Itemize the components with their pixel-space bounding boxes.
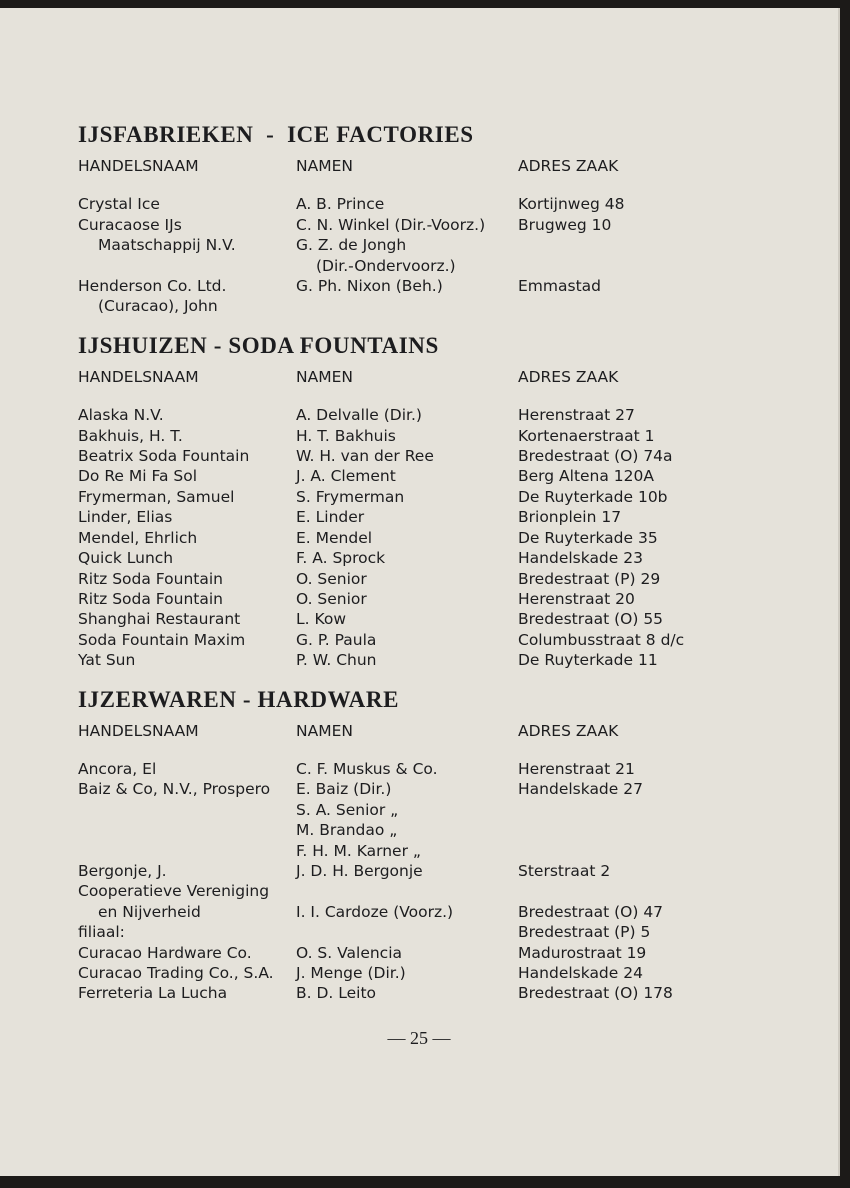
table-row bbox=[78, 507, 718, 527]
person-name: G. Z. de Jongh bbox=[296, 236, 407, 255]
section-title-soda-fountains: IJSHUIZEN - SODA FOUNTAINS bbox=[78, 332, 439, 358]
business-address: Kortenaerstraat 1 bbox=[518, 426, 655, 445]
business-address: Handelskade 23 bbox=[518, 549, 643, 568]
table-row bbox=[78, 256, 718, 276]
business-name: Ferreteria La Lucha bbox=[78, 984, 228, 1003]
table-row bbox=[78, 296, 718, 316]
business-name: Shanghai Restaurant bbox=[78, 610, 241, 629]
table-row bbox=[78, 779, 718, 799]
person-name: E. Baiz (Dir.) bbox=[296, 780, 392, 799]
business-name: en Nijverheid bbox=[98, 902, 201, 921]
header-adres-zaak: ADRES ZAAK bbox=[518, 367, 619, 386]
business-name: Cooperatieve Vereniging bbox=[78, 882, 270, 901]
table-row bbox=[78, 861, 718, 881]
section-title-ice-factories: IJSFABRIEKEN - ICE FACTORIES bbox=[78, 122, 474, 147]
business-address: De Ruyterkade 11 bbox=[518, 651, 658, 670]
business-address: Kortijnweg 48 bbox=[518, 195, 625, 214]
table-row bbox=[78, 426, 718, 446]
header-adres-zaak: ADRES ZAAK bbox=[518, 157, 619, 175]
table-row bbox=[78, 881, 718, 901]
table-row bbox=[78, 759, 718, 779]
table-row bbox=[78, 841, 718, 861]
business-address bbox=[518, 256, 718, 276]
header-adres-zaak: ADRES ZAAK bbox=[518, 721, 619, 740]
business-name bbox=[78, 841, 296, 861]
person-name: G. Ph. Nixon (Beh.) bbox=[296, 277, 443, 296]
person-name: E. Linder bbox=[296, 508, 365, 527]
person-name: A. Delvalle (Dir.) bbox=[296, 406, 422, 425]
person-name: B. D. Leito bbox=[296, 984, 377, 1003]
business-address: Herenstraat 20 bbox=[518, 589, 635, 608]
business-name: (Curacao), John bbox=[98, 297, 218, 316]
business-name: Curacao Trading Co., S.A. bbox=[78, 964, 274, 982]
table-row bbox=[78, 800, 718, 820]
table-row bbox=[78, 405, 718, 425]
person-name: P. W. Chun bbox=[296, 651, 377, 670]
table-row bbox=[78, 922, 718, 942]
header-namen: NAMEN bbox=[296, 367, 353, 386]
table-row bbox=[78, 609, 718, 629]
person-name: A. B. Prince bbox=[296, 195, 385, 214]
business-name: Bakhuis, H. T. bbox=[78, 426, 183, 445]
table-row bbox=[78, 235, 718, 255]
business-address: Brugweg 10 bbox=[518, 215, 612, 234]
business-address: Sterstraat 2 bbox=[518, 861, 611, 880]
person-name: C. N. Winkel (Dir.-Voorz.) bbox=[296, 215, 486, 234]
business-address: Handelskade 27 bbox=[518, 780, 643, 799]
table-row bbox=[78, 194, 718, 214]
business-name: Do Re Mi Fa Sol bbox=[78, 467, 198, 486]
business-address: Bredestraat (O) 47 bbox=[518, 902, 664, 921]
table-row bbox=[78, 943, 718, 963]
business-address bbox=[518, 235, 718, 255]
table-row bbox=[78, 589, 718, 609]
directory-content bbox=[78, 118, 718, 1004]
business-name: Alaska N.V. bbox=[78, 406, 164, 425]
business-address: Bredestraat (O) 178 bbox=[518, 984, 673, 1003]
business-address: Bredestraat (P) 5 bbox=[518, 923, 651, 942]
table-row bbox=[78, 650, 718, 670]
table-row bbox=[78, 215, 718, 235]
person-name: O. Senior bbox=[296, 569, 367, 588]
business-name: Ancora, El bbox=[78, 759, 157, 778]
business-address: Emmastad bbox=[518, 277, 601, 296]
person-name: M. Brandao „ bbox=[296, 821, 398, 840]
business-name: Quick Lunch bbox=[78, 549, 174, 568]
person-name bbox=[296, 296, 518, 316]
person-name bbox=[296, 881, 518, 901]
table-row bbox=[78, 569, 718, 589]
business-name: filiaal: bbox=[78, 923, 125, 942]
table-row bbox=[78, 983, 718, 1003]
business-name: Henderson Co. Ltd. bbox=[78, 277, 227, 296]
business-address bbox=[518, 820, 718, 840]
header-namen: NAMEN bbox=[296, 721, 353, 740]
header-handelsnaam: HANDELSNAAM bbox=[78, 721, 199, 740]
business-name: Ritz Soda Fountain bbox=[78, 569, 224, 588]
document-page bbox=[0, 8, 840, 1176]
business-name: Soda Fountain Maxim bbox=[78, 630, 246, 649]
header-namen: NAMEN bbox=[296, 157, 353, 175]
business-address: Berg Altena 120A bbox=[518, 467, 654, 486]
person-name: L. Kow bbox=[296, 610, 347, 629]
business-address: Columbusstraat 8 d/c bbox=[518, 630, 685, 649]
person-name: H. T. Bakhuis bbox=[296, 426, 396, 445]
business-address: Handelskade 24 bbox=[518, 964, 643, 982]
business-name: Bergonje, J. bbox=[78, 861, 167, 880]
business-address: Bredestraat (O) 74a bbox=[518, 447, 673, 466]
business-address: De Ruyterkade 10b bbox=[518, 487, 668, 506]
person-name: J. Menge (Dir.) bbox=[296, 964, 406, 982]
business-address: Herenstraat 21 bbox=[518, 759, 635, 778]
table-row bbox=[78, 902, 718, 922]
business-name bbox=[78, 800, 296, 820]
business-name: Linder, Elias bbox=[78, 508, 173, 527]
table-row bbox=[78, 548, 718, 568]
business-name: Crystal Ice bbox=[78, 195, 160, 214]
business-address: Herenstraat 27 bbox=[518, 406, 635, 425]
business-address: Bredestraat (P) 29 bbox=[518, 569, 661, 588]
business-name: Maatschappij N.V. bbox=[98, 236, 236, 255]
person-name: O. Senior bbox=[296, 589, 367, 608]
business-name: Baiz & Co, N.V., Prospero bbox=[78, 780, 271, 799]
table-row bbox=[78, 276, 718, 296]
person-name: C. F. Muskus & Co. bbox=[296, 759, 438, 778]
person-name: I. I. Cardoze (Voorz.) bbox=[296, 902, 454, 921]
table-row bbox=[78, 528, 718, 548]
business-address: Bredestraat (O) 55 bbox=[518, 610, 664, 629]
person-name: F. A. Sprock bbox=[296, 549, 386, 568]
person-name: G. P. Paula bbox=[296, 630, 377, 649]
business-name: Beatrix Soda Fountain bbox=[78, 447, 250, 466]
business-address: De Ruyterkade 35 bbox=[518, 528, 658, 547]
business-address: Madurostraat 19 bbox=[518, 943, 647, 962]
person-name: O. S. Valencia bbox=[296, 943, 403, 962]
column-headers bbox=[78, 156, 718, 176]
table-row bbox=[78, 446, 718, 466]
person-name: J. A. Clement bbox=[296, 467, 396, 486]
business-name: Frymerman, Samuel bbox=[78, 487, 235, 506]
business-name: Curacao Hardware Co. bbox=[78, 943, 252, 962]
table-row bbox=[78, 820, 718, 840]
person-name: J. D. H. Bergonje bbox=[296, 861, 423, 880]
business-name bbox=[78, 256, 296, 276]
header-handelsnaam: HANDELSNAAM bbox=[78, 367, 199, 386]
business-name: Yat Sun bbox=[78, 651, 136, 670]
business-address bbox=[518, 881, 718, 901]
business-name bbox=[78, 820, 296, 840]
table-row bbox=[78, 630, 718, 650]
person-name: E. Mendel bbox=[296, 528, 373, 547]
business-name: Mendel, Ehrlich bbox=[78, 528, 198, 547]
business-address: Brionplein 17 bbox=[518, 508, 622, 527]
column-headers bbox=[78, 721, 718, 741]
person-name: F. H. M. Karner „ bbox=[296, 841, 421, 860]
person-name: W. H. van der Ree bbox=[296, 447, 434, 466]
person-name: (Dir.-Ondervoorz.) bbox=[316, 256, 456, 275]
business-address bbox=[518, 296, 718, 316]
page-number: — 25 — bbox=[387, 1028, 451, 1048]
table-row bbox=[78, 487, 718, 507]
person-name: S. Frymerman bbox=[296, 487, 405, 506]
business-name: Ritz Soda Fountain bbox=[78, 589, 224, 608]
business-address bbox=[518, 800, 718, 820]
table-row bbox=[78, 466, 718, 486]
table-row bbox=[78, 963, 718, 983]
column-headers bbox=[78, 367, 718, 387]
business-name: Curacaose IJs bbox=[78, 215, 182, 234]
person-name bbox=[296, 922, 518, 942]
header-handelsnaam: HANDELSNAAM bbox=[78, 157, 199, 175]
section-title-hardware: IJZERWAREN - HARDWARE bbox=[78, 686, 400, 712]
person-name: S. A. Senior „ bbox=[296, 800, 399, 819]
business-address bbox=[518, 841, 718, 861]
